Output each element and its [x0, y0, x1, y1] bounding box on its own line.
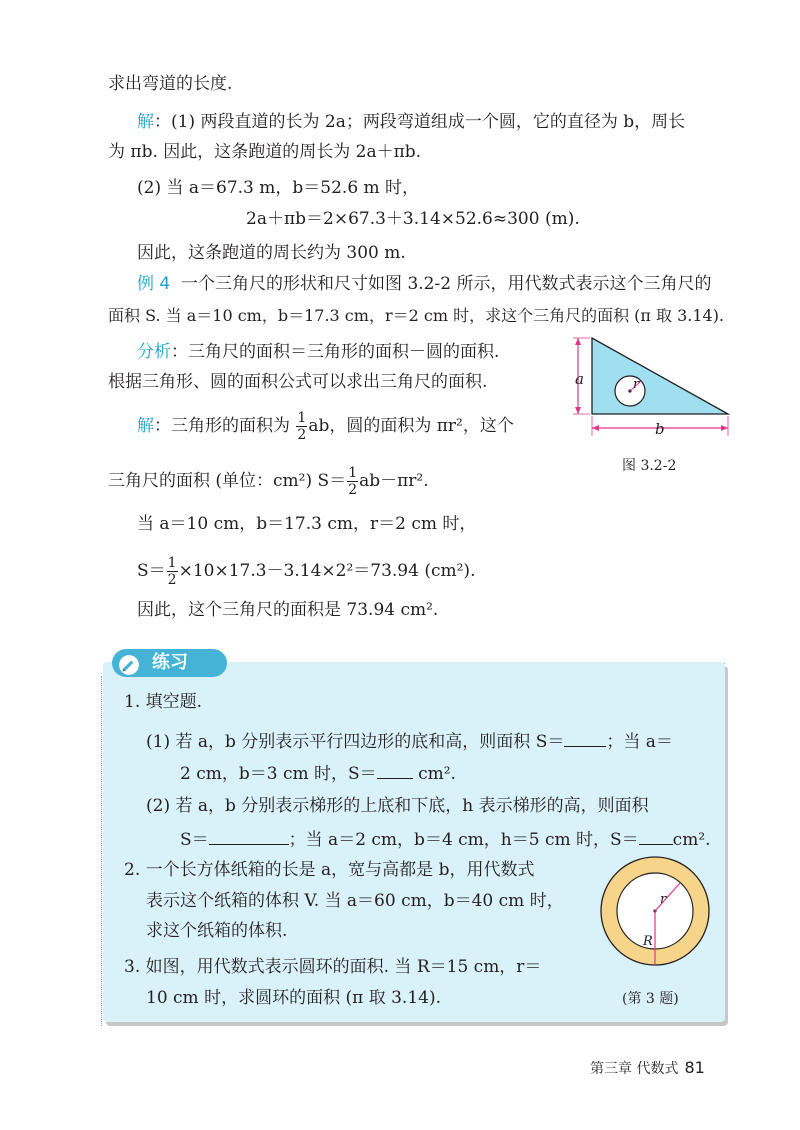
- analysis-text: ：三角尺的面积＝三角形的面积－圆的面积.: [171, 342, 500, 362]
- arrowhead: [575, 338, 581, 345]
- label-r: r: [660, 892, 667, 907]
- label-R: R: [643, 934, 653, 949]
- example-label: 例 4: [137, 274, 171, 294]
- question-1: 1. 填空题.: [124, 692, 203, 712]
- figure-caption: (第 3 题): [622, 991, 679, 1007]
- solution-text: ab，圆的面积为 πr²，这个: [308, 416, 514, 436]
- example-text: 一个三角尺的形状和尺寸如图 3.2-2 所示，用代数式表示这个三角尺的: [181, 274, 712, 294]
- arrowhead: [575, 407, 581, 414]
- equation-line: S＝ $\frac{1}{2}$ ×10×17.3－3.14×2²＝73.94 (cm²).: [137, 555, 476, 588]
- chapter-title: 第三章 代数式: [590, 1061, 679, 1077]
- question-1-2: (2) 若 a，b 分别表示梯形的上底和下底，h 表示梯形的高，则面积: [146, 796, 649, 816]
- label-r: r: [633, 377, 640, 392]
- triangle-shape: [592, 338, 728, 414]
- arrowhead: [721, 425, 728, 431]
- answer-blank[interactable]: [209, 826, 289, 845]
- question-1-1: 2 cm，b＝3 cm 时，S＝ cm².: [180, 760, 456, 786]
- question-3: 10 cm 时，求圆环的面积 (π 取 3.14).: [146, 988, 441, 1008]
- text-line: 求出弯道的长度.: [108, 74, 233, 94]
- fraction: $\frac{1}{2}$: [348, 465, 358, 498]
- text-line: 根据三角形、圆的面积公式可以求出三角尺的面积.: [108, 372, 488, 392]
- page-number: 81: [684, 1058, 705, 1077]
- dotted-divider: [101, 676, 102, 1026]
- label-b: b: [655, 420, 665, 438]
- label-a: a: [575, 370, 584, 388]
- analysis-line: [137, 340, 499, 364]
- page-footer: [590, 1058, 705, 1078]
- analysis-label: 分析: [137, 342, 171, 362]
- text-line: 因此，这个三角尺的面积是 73.94 cm².: [137, 600, 439, 620]
- figure-caption: 图 3.2-2: [622, 458, 677, 474]
- pencil-icon: [118, 654, 140, 676]
- text-line: (2) 当 a＝67.3 m，b＝52.6 m 时，: [137, 178, 420, 198]
- question-3: 3. 如图，用代数式表示圆环的面积. 当 R＝15 cm，r＝: [124, 957, 542, 977]
- question-1-1: (1) 若 a，b 分别表示平行四边形的底和高，则面积 S＝ ；当 a＝: [146, 728, 673, 754]
- question-2: 表示这个纸箱的体积 V. 当 a＝60 cm，b＝40 cm 时，: [146, 891, 564, 911]
- question-1-2: S＝ ；当 a＝2 cm，b＝4 cm，h＝5 cm 时，S＝ cm².: [180, 826, 711, 852]
- text-line: 面积 S. 当 a＝10 cm，b＝17.3 cm，r＝2 cm 时，求这个三角尺的面积 (π 取 3.14).: [108, 306, 725, 325]
- practice-title: 练习: [152, 652, 188, 673]
- text-line: 当 a＝10 cm，b＝17.3 cm，r＝2 cm 时，: [137, 514, 477, 534]
- text-line: 三角尺的面积 (单位：cm²) S＝ $\frac{1}{2}$ ab－πr².: [108, 465, 429, 498]
- text-line: 因此，这条跑道的周长约为 300 m.: [137, 243, 406, 263]
- arrowhead: [592, 425, 599, 431]
- answer-blank[interactable]: [377, 760, 413, 779]
- fraction: $\frac{1}{2}$: [297, 410, 307, 443]
- question-2: 求这个纸箱的体积.: [146, 921, 288, 941]
- solution-text: ：三角形的面积为: [154, 416, 290, 436]
- solution-label: 解: [137, 112, 154, 132]
- question-2: 2. 一个长方体纸箱的长是 a，宽与高都是 b，用代数式: [124, 860, 535, 880]
- ring-figure: [598, 854, 712, 968]
- equation-line: 2a＋πb＝2×67.3＋3.14×52.6≈300 (m).: [246, 209, 580, 229]
- answer-blank[interactable]: [564, 728, 606, 747]
- fraction: $\frac{1}{2}$: [167, 555, 177, 588]
- solution-label: 解: [137, 416, 154, 436]
- text-line: 为 πb. 因此，这条跑道的周长为 2a＋πb.: [108, 142, 422, 162]
- solution-line: [137, 110, 685, 134]
- example-line: [137, 272, 711, 296]
- solution-text: ：(1) 两段直道的长为 2a；两段弯道组成一个圆，它的直径为 b，周长: [154, 112, 686, 132]
- answer-blank[interactable]: [639, 826, 673, 845]
- solution-line: [137, 410, 514, 443]
